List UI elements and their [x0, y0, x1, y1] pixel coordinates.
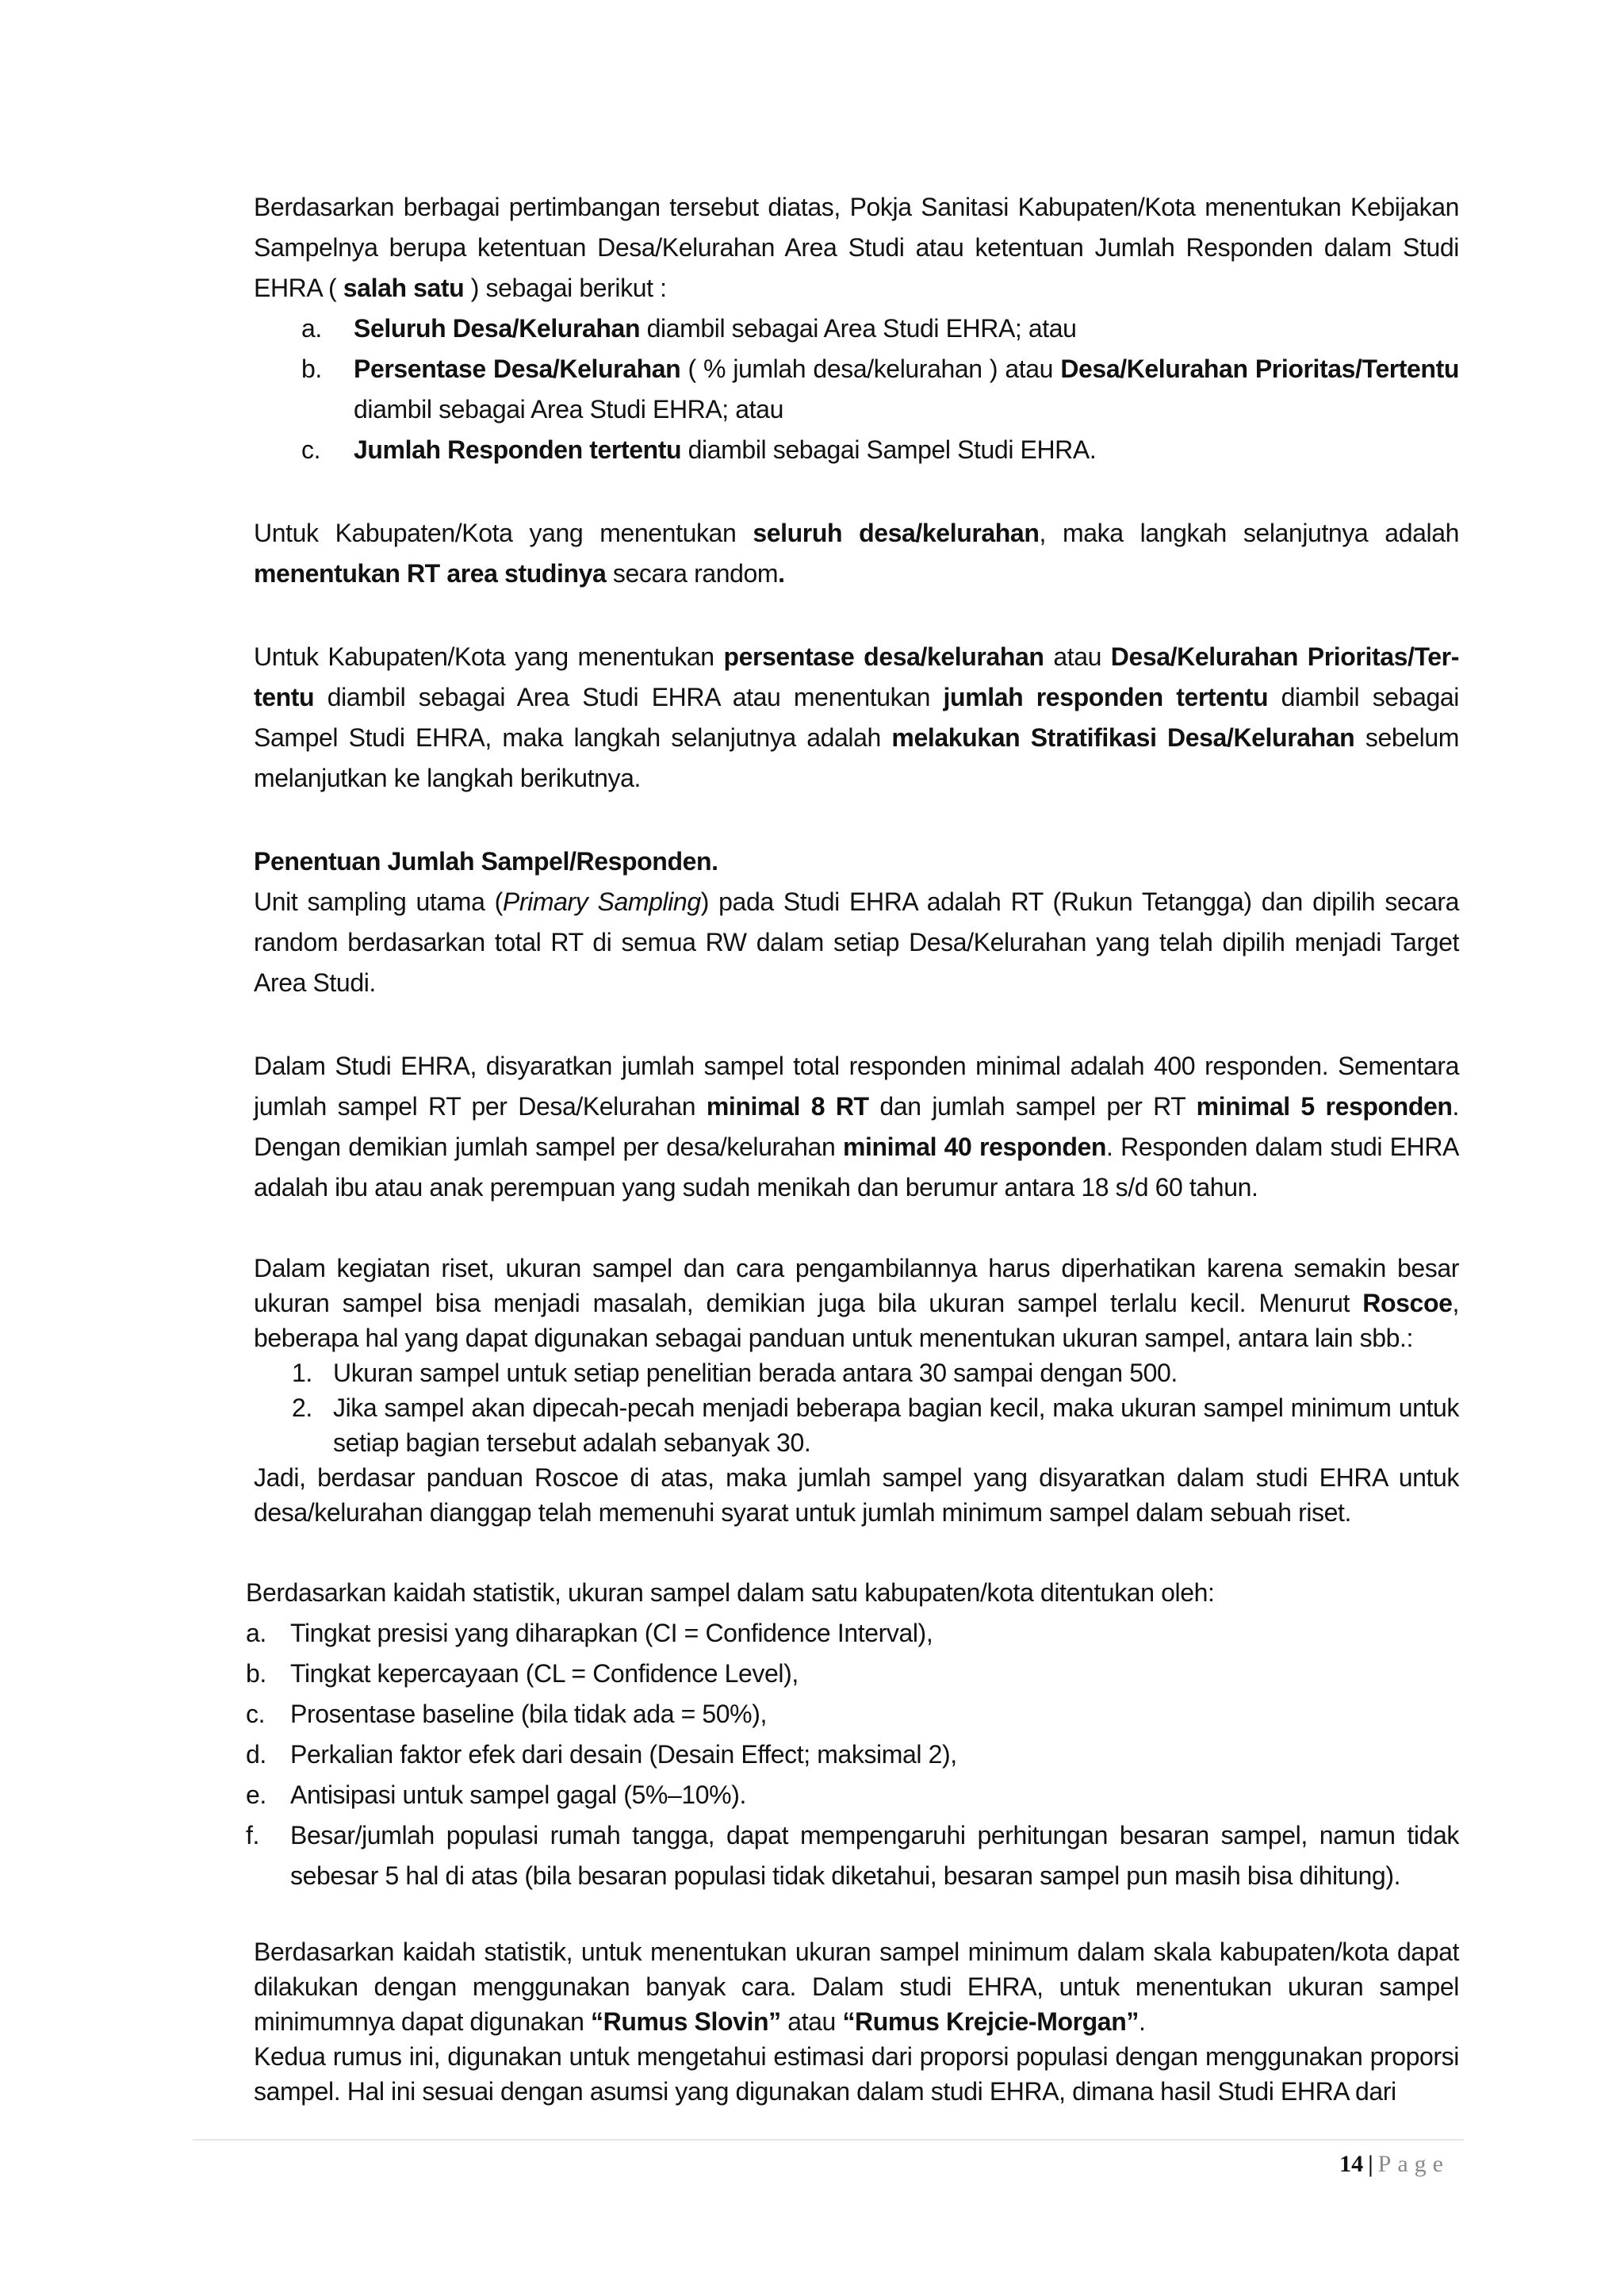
text-run: , beberapa hal yang dapat digunakan sebagai panduan untuk menentukan ukuran sampel, antara lain sbb.:: [254, 1289, 1459, 1352]
heading-text: Penentuan Jumlah Sampel/Responden.: [254, 847, 718, 876]
italic-run: Primary Sampling: [502, 887, 701, 916]
list-marker: b.: [246, 1659, 266, 1688]
section-paragraph: [254, 882, 1459, 1003]
paragraph-persentase: [254, 637, 1459, 799]
text-run: Untuk Kabupaten/Kota yang menentukan: [254, 519, 753, 547]
list-item: [246, 1613, 1459, 1654]
bold-run: minimal 5 responden: [1196, 1092, 1453, 1121]
roscoe-list: [254, 1355, 1459, 1460]
paragraph-roscoe-conclusion: Jadi, berdasar panduan Roscoe di atas, maka jumlah sampel yang disyaratkan dalam studi EHRA untuk desa/kelurahan dianggap telah memenuhi syarat untuk jumlah minimum sampel dalam sebuah riset.: [254, 1463, 1459, 1527]
list-marker: 1.: [292, 1359, 312, 1387]
bold-run: Jumlah Responden tertentu: [354, 435, 682, 464]
text-run: atau: [1044, 642, 1111, 671]
list-item-text: Jika sampel akan dipecah-pecah menjadi beberapa bagian kecil, maka ukuran sampel minimum untuk setiap bagian tersebut adalah sebanyak 30.: [333, 1393, 1459, 1457]
list-marker: d.: [246, 1740, 266, 1769]
policy-list: [254, 309, 1459, 470]
page-body: [246, 187, 1460, 2109]
text-run: Berdasarkan kaidah statistik, untuk menentukan ukuran sampel minimum dalam skala kabupaten/kota dapat dilakukan dengan menggunakan banyak cara. Dalam studi EHRA, untuk menentukan ukuran sampel minimumnya dapat digunakan: [254, 1938, 1459, 2036]
paragraph-formula-cont: Kedua rumus ini, digunakan untuk mengetahui estimasi dari proporsi populasi dengan menggunakan proporsi sampel. Hal ini sesuai dengan asumsi yang digunakan dalam studi EHRA, dimana hasil Studi EHRA dari: [254, 2042, 1459, 2106]
text-run: .: [1138, 2007, 1146, 2036]
criteria-intro: Berdasarkan kaidah statistik, ukuran sampel dalam satu kabupaten/kota ditentukan oleh:: [246, 1578, 1215, 1607]
bold-run: minimal 40 responden: [842, 1133, 1107, 1161]
text-run: Berdasarkan berbagai pertimbangan tersebut diatas, Pokja Sanitasi Kabupaten/Kota menentukan Kebijakan Sampelnya berupa ketentuan Desa/Kelurahan Area Studi atau ketentuan Jumlah Responden dalam Studi EHRA (: [254, 193, 1459, 302]
list-item: [254, 1355, 1459, 1390]
bold-run: Persentase Desa/Kelurahan: [354, 355, 681, 383]
text-run: dan jumlah sampel per RT: [868, 1092, 1197, 1121]
list-marker: f.: [246, 1821, 259, 1849]
bold-run: Roscoe: [1362, 1289, 1453, 1317]
text-run: Dalam Studi EHRA, disyaratkan jumlah sampel total responden minimal adalah 400 responden. Sementara jumlah sampel RT per Desa/Kelurahan: [254, 1052, 1459, 1121]
list-marker: a.: [246, 1619, 266, 1647]
text-run: . Responden dalam studi EHRA adalah ibu atau anak perempuan yang sudah menikah dan berumur antara 18 s/d 60 tahun.: [254, 1133, 1459, 1202]
list-item: [254, 309, 1459, 349]
bold-run: “Rumus Krejcie-Morgan”: [842, 2007, 1139, 2036]
paragraph-seluruh: [254, 513, 1459, 594]
paragraph-roscoe: [254, 1251, 1459, 1355]
text-run: ( % jumlah desa/kelurahan ) atau: [680, 355, 1061, 383]
text-run: secara random: [606, 559, 779, 588]
text-run: diambil sebagai Area Studi EHRA atau menentukan: [314, 683, 944, 711]
list-item: [246, 1694, 1459, 1734]
text-run: diambil sebagai Sampel Studi EHRA.: [681, 435, 1097, 464]
page-footer: [1339, 2151, 1450, 2178]
list-item: [254, 349, 1459, 430]
footer-separator: |: [1368, 2151, 1373, 2177]
paragraph-formula: [254, 1934, 1459, 2039]
bold-run: minimal 8 RT: [706, 1092, 869, 1121]
text-run: . Dengan demikian jumlah sampel per desa/kelurahan: [254, 1092, 1460, 1161]
section-heading: [254, 841, 1459, 882]
bold-run: “Rumus Slovin”: [591, 2007, 781, 2036]
text-run: ) sebagai berikut :: [464, 274, 667, 302]
list-marker: 2.: [292, 1393, 312, 1422]
text-run: diambil sebagai Area Studi EHRA; atau: [354, 395, 783, 424]
list-item-text: Ukuran sampel untuk setiap penelitian berada antara 30 sampai dengan 500.: [333, 1359, 1178, 1387]
bold-run: menentukan RT area studinya: [254, 559, 607, 588]
criteria-block: [246, 1573, 1459, 1896]
bold-run: .: [778, 559, 785, 588]
bold-run: Desa/Kelurahan Prioritas/Tertentu: [1060, 355, 1459, 383]
text-run: Unit sampling utama (: [254, 887, 503, 916]
list-item: [254, 1390, 1459, 1460]
page-number: 14: [1339, 2151, 1364, 2177]
list-marker: b.: [301, 355, 322, 383]
text-run: , maka langkah selanjutnya adalah: [1039, 519, 1459, 547]
list-marker: c.: [301, 435, 321, 464]
bold-run: melakukan Stratifikasi Desa/Kelurahan: [891, 723, 1355, 752]
text-run: sebelum melanjutkan ke langkah berikutnya.: [254, 723, 1459, 792]
list-item: [246, 1815, 1459, 1896]
list-item: [246, 1775, 1459, 1815]
text-run: diambil sebagai Sampel Studi EHRA, maka langkah selanjutnya adalah: [254, 683, 1459, 752]
bold-run: Seluruh Desa/Kelurahan: [354, 314, 641, 343]
page-label: Page: [1377, 2151, 1450, 2177]
list-marker: c.: [246, 1700, 266, 1728]
list-item: [246, 1734, 1459, 1775]
list-item-text: Antisipasi untuk sampel gagal (5%–10%).: [290, 1780, 746, 1809]
list-marker: a.: [301, 314, 322, 343]
text-run: Dalam kegiatan riset, ukuran sampel dan cara pengambilannya harus diperhatikan karena semakin besar ukuran sampel bisa menjadi masalah, demikian juga bila ukuran sampel terlalu kecil. Menurut: [254, 1254, 1459, 1317]
bold-run: Desa/Kelurahan Prioritas/Ter-tentu: [254, 642, 1459, 711]
bold-run: persentase desa/kelurahan: [723, 642, 1044, 671]
list-item: [246, 1654, 1459, 1694]
bold-run: seluruh desa/kelurahan: [753, 519, 1040, 547]
text-run: Untuk Kabupaten/Kota yang menentukan: [254, 642, 724, 671]
footer-divider: [193, 2139, 1464, 2141]
text-run: atau: [780, 2007, 843, 2036]
bold-run: salah satu: [343, 274, 465, 302]
text-run: diambil sebagai Area Studi EHRA; atau: [640, 314, 1077, 343]
list-item-text: Prosentase baseline (bila tidak ada = 50%),: [290, 1700, 767, 1728]
list-item-text: Perkalian faktor efek dari desain (Desain Effect; maksimal 2),: [290, 1740, 957, 1769]
list-item-text: Tingkat presisi yang diharapkan (CI = Confidence Interval),: [290, 1619, 933, 1647]
criteria-list: [246, 1613, 1459, 1896]
list-item: [254, 430, 1459, 470]
paragraph-sample-size: [254, 1046, 1459, 1208]
intro-paragraph: [254, 187, 1459, 309]
list-item-text: Besar/jumlah populasi rumah tangga, dapat mempengaruhi perhitungan besaran sampel, namun tidak sebesar 5 hal di atas (bila besaran populasi tidak diketahui, besaran sampel pun masih bisa dihitung).: [290, 1821, 1459, 1890]
bold-run: jumlah responden tertentu: [943, 683, 1269, 711]
text-run: ) pada Studi EHRA adalah RT (Rukun Tetangga) dan dipilih secara random berdasarkan total RT di semua RW dalam setiap Desa/Kelurahan yang telah dipilih menjadi Target Area Studi.: [254, 887, 1459, 997]
list-marker: e.: [246, 1780, 266, 1809]
list-item-text: Tingkat kepercayaan (CL = Confidence Level),: [290, 1659, 799, 1688]
